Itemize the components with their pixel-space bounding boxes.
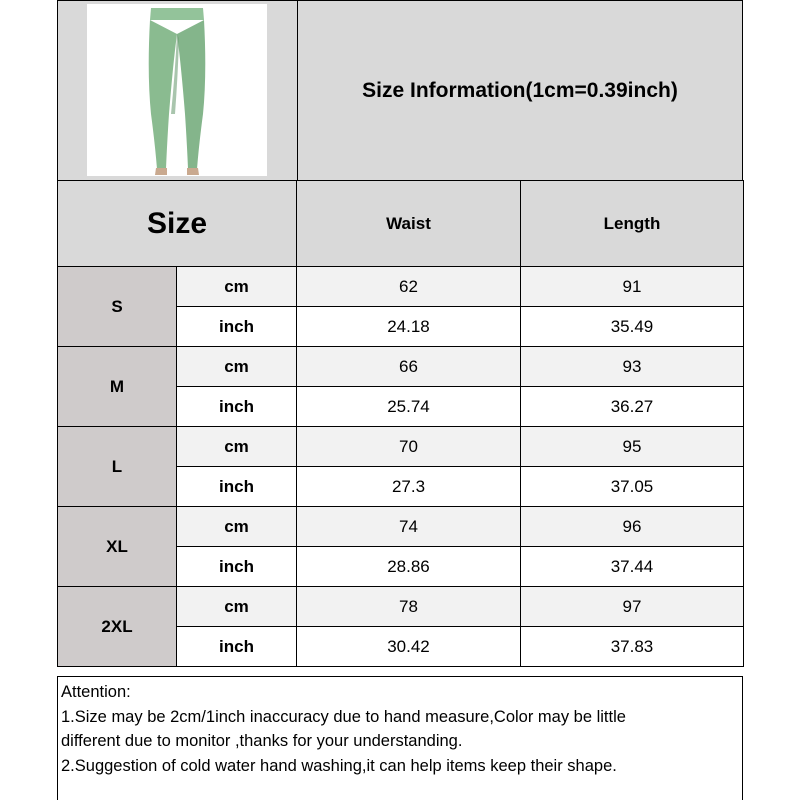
- length-cm: 97: [521, 587, 744, 627]
- unit-cm: cm: [177, 427, 297, 467]
- table-row: [58, 347, 744, 387]
- product-image-cell: [58, 1, 298, 180]
- length-inch: 35.49: [521, 307, 744, 347]
- size-label-2xl: 2XL: [58, 587, 177, 667]
- waist-cm: 78: [297, 587, 521, 627]
- note-line: 1.Size may be 2cm/1inch inaccuracy due to hand measure,Color may be little: [61, 707, 626, 726]
- unit-inch: inch: [177, 467, 297, 507]
- waist-inch: 24.18: [297, 307, 521, 347]
- size-header: Size: [58, 181, 297, 267]
- unit-cm: cm: [177, 507, 297, 547]
- length-inch: 37.44: [521, 547, 744, 587]
- size-label-m: M: [58, 347, 177, 427]
- table-row: [58, 267, 744, 307]
- length-cm: 91: [521, 267, 744, 307]
- unit-cm: cm: [177, 267, 297, 307]
- note-line: 2.Suggestion of cold water hand washing,it can help items keep their shape.: [61, 756, 617, 775]
- waist-inch: 27.3: [297, 467, 521, 507]
- length-cm: 96: [521, 507, 744, 547]
- waist-cm: 62: [297, 267, 521, 307]
- table-row: [58, 507, 744, 547]
- size-label-l: L: [58, 427, 177, 507]
- length-inch: 36.27: [521, 387, 744, 427]
- product-photo: [87, 4, 267, 176]
- size-chart: [57, 0, 743, 800]
- note-line: different due to monitor ,thanks for your understanding.: [61, 732, 463, 750]
- table-row: [58, 427, 744, 467]
- unit-cm: cm: [177, 347, 297, 387]
- waist-cm: 74: [297, 507, 521, 547]
- waist-inch: 30.42: [297, 627, 521, 667]
- page-title: Size Information(1cm=0.39inch): [298, 1, 742, 180]
- table-header-row: [58, 181, 744, 267]
- table-row: [58, 587, 744, 627]
- length-cm: 95: [521, 427, 744, 467]
- attention-notes: [57, 676, 743, 800]
- size-label-xl: XL: [58, 507, 177, 587]
- notes-heading: Attention:: [61, 683, 131, 701]
- waist-header: Waist: [297, 181, 521, 267]
- unit-inch: inch: [177, 547, 297, 587]
- leggings-image: [87, 4, 267, 176]
- waist-inch: 25.74: [297, 387, 521, 427]
- unit-inch: inch: [177, 387, 297, 427]
- header-block: [57, 0, 743, 181]
- waist-cm: 70: [297, 427, 521, 467]
- waist-inch: 28.86: [297, 547, 521, 587]
- length-cm: 93: [521, 347, 744, 387]
- unit-inch: inch: [177, 627, 297, 667]
- unit-cm: cm: [177, 587, 297, 627]
- length-header: Length: [521, 181, 744, 267]
- size-table: [57, 180, 744, 667]
- length-inch: 37.83: [521, 627, 744, 667]
- length-inch: 37.05: [521, 467, 744, 507]
- unit-inch: inch: [177, 307, 297, 347]
- size-label-s: S: [58, 267, 177, 347]
- waist-cm: 66: [297, 347, 521, 387]
